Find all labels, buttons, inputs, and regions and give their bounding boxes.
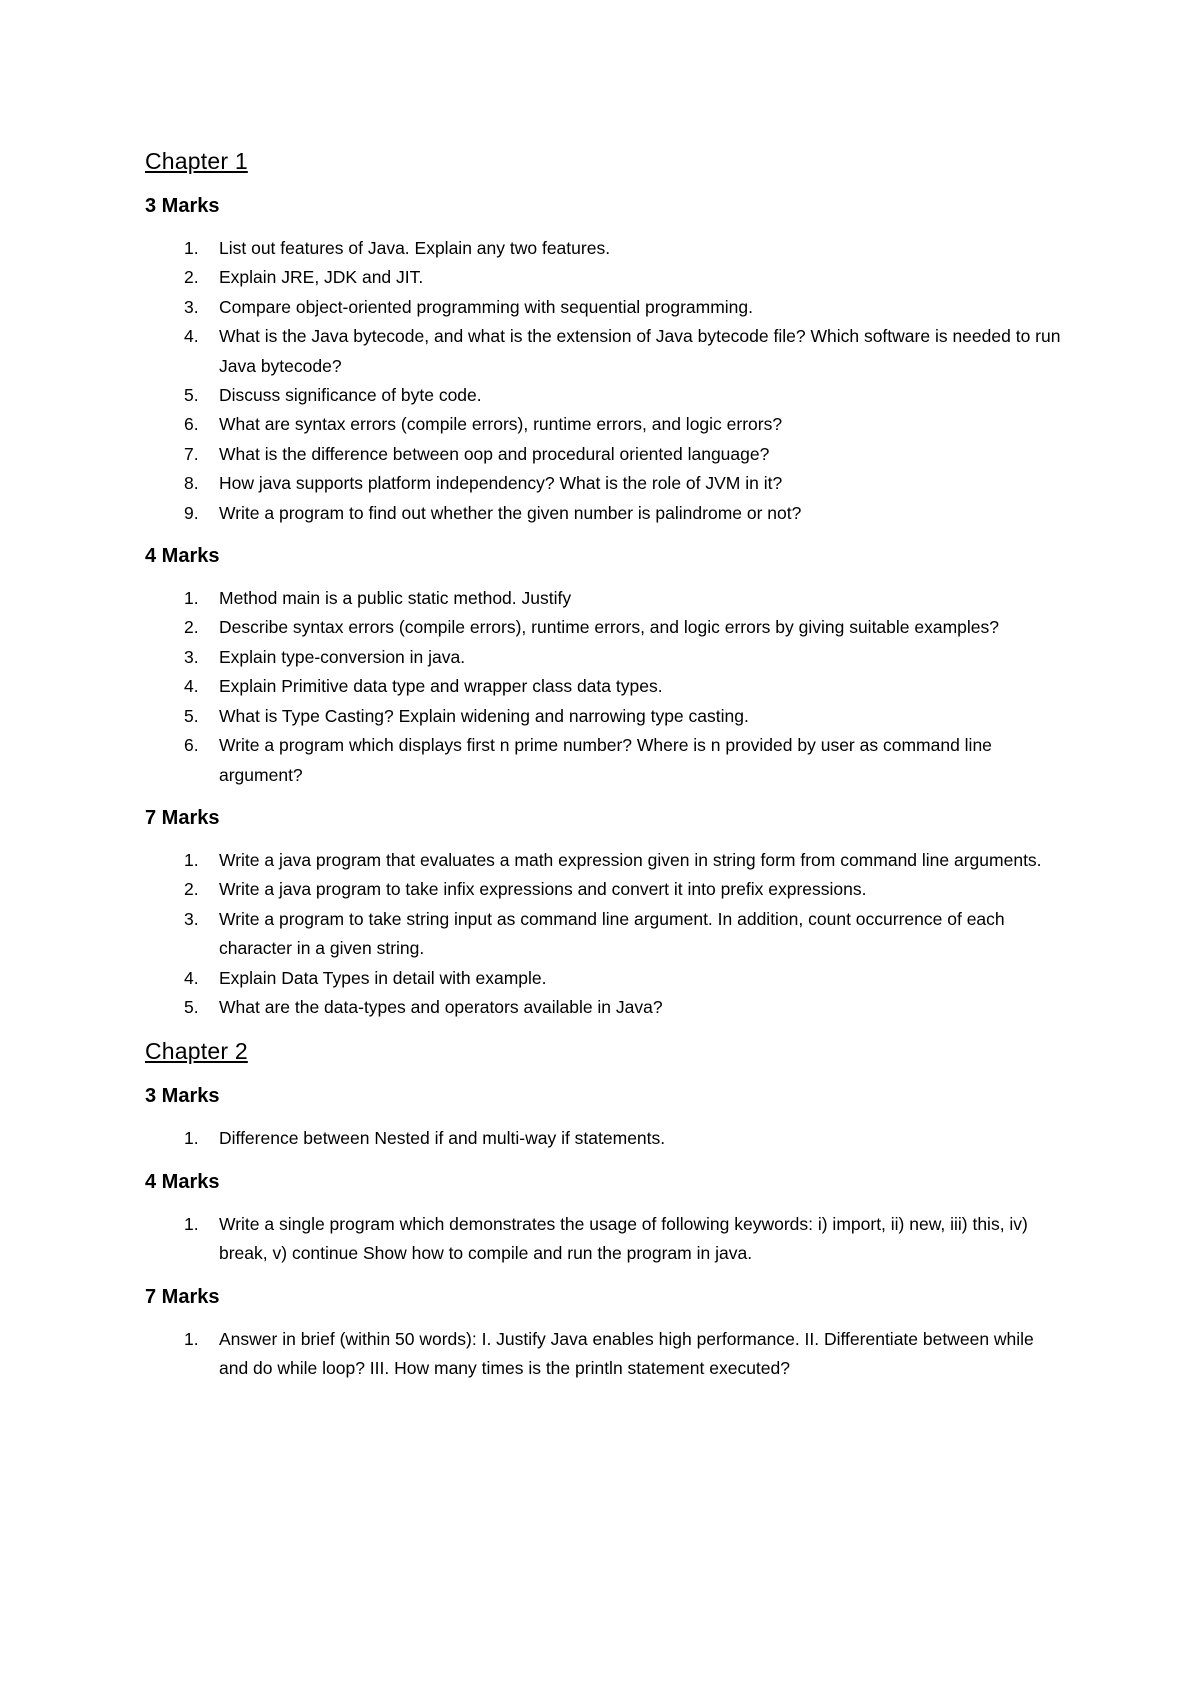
- question-item: [145, 875, 1065, 904]
- question-text: Difference between Nested if and multi-way if statements.: [219, 1128, 666, 1149]
- marks-heading: 4 Marks: [145, 1170, 220, 1193]
- question-text: Write a java program to take infix expressions and convert it into prefix expressions.: [219, 879, 867, 900]
- question-text: What are the data-types and operators available in Java?: [219, 996, 663, 1017]
- chapter-title: Chapter 2: [145, 1038, 248, 1065]
- marks-heading: 4 Marks: [145, 545, 220, 568]
- question-item: [145, 410, 1065, 439]
- marks-heading: 7 Marks: [145, 806, 220, 829]
- question-text: Explain type-conversion in java.: [219, 646, 466, 667]
- question-list: [145, 1325, 1065, 1384]
- question-item: [145, 381, 1065, 410]
- question-number: 1.: [184, 588, 199, 609]
- marks-section: [145, 1082, 1065, 1153]
- question-item: [145, 584, 1065, 613]
- question-list: [145, 1210, 1065, 1269]
- question-number: 3.: [184, 908, 199, 929]
- question-text: What are syntax errors (compile errors), runtime errors, and logic errors?: [219, 414, 783, 435]
- question-number: 3.: [184, 296, 199, 317]
- question-item: [145, 672, 1065, 701]
- question-text: Write a java program that evaluates a math expression given in string form from command line arguments.: [219, 849, 1042, 870]
- question-item: [145, 846, 1065, 875]
- chapter-1: [145, 146, 1065, 1022]
- question-text: Explain Primitive data type and wrapper class data types.: [219, 676, 663, 697]
- question-text: What is the difference between oop and procedural oriented language?: [219, 443, 770, 464]
- marks-heading: 7 Marks: [145, 1285, 220, 1308]
- question-number: 5.: [184, 705, 199, 726]
- question-number: 6.: [184, 414, 199, 435]
- question-item: [145, 322, 1065, 381]
- question-number: 1.: [184, 1128, 199, 1149]
- marks-section: [145, 1283, 1065, 1384]
- question-number: 8.: [184, 473, 199, 494]
- question-number: 3.: [184, 646, 199, 667]
- question-item: [145, 702, 1065, 731]
- question-text: Method main is a public static method. Justify: [219, 588, 572, 609]
- question-text: Write a program which displays first n prime number? Where is n provided by user as command line argument?: [219, 735, 992, 785]
- question-text: Discuss significance of byte code.: [219, 385, 482, 406]
- question-text: Write a single program which demonstrates the usage of following keywords: i) import, ii) new, iii) this, iv) break, v) continue Show how to compile and run the program in java.: [219, 1213, 1028, 1264]
- question-item: [145, 613, 1065, 642]
- question-list: [145, 1124, 1065, 1153]
- question-number: 5.: [184, 996, 199, 1017]
- question-list: [145, 584, 1065, 790]
- chapter-title: Chapter 1: [145, 148, 248, 174]
- question-item: [145, 440, 1065, 469]
- question-text: What is Type Casting? Explain widening and narrowing type casting.: [219, 705, 749, 726]
- question-list: [145, 846, 1065, 1022]
- question-text: Compare object-oriented programming with sequential programming.: [219, 296, 754, 317]
- question-item: [145, 643, 1065, 672]
- question-number: 9.: [184, 502, 199, 523]
- question-item: [145, 469, 1065, 498]
- question-text: Explain JRE, JDK and JIT.: [219, 267, 424, 288]
- question-number: 1.: [184, 1213, 199, 1234]
- question-text: Answer in brief (within 50 words): I. Justify Java enables high performance. II. Differentiate between while and do while loop? III. How many times is the println statement executed?: [219, 1328, 1034, 1378]
- question-number: 1.: [184, 849, 199, 870]
- question-item: [145, 905, 1065, 964]
- marks-section: [145, 192, 1065, 528]
- question-text: Explain Data Types in detail with example.: [219, 967, 547, 988]
- marks-section: [145, 804, 1065, 1022]
- question-item: [145, 731, 1065, 790]
- question-number: 7.: [184, 443, 199, 464]
- question-text: Describe syntax errors (compile errors), runtime errors, and logic errors by giving suitable examples?: [219, 617, 1000, 638]
- question-number: 4.: [184, 326, 199, 347]
- question-item: [145, 1325, 1065, 1384]
- chapter-2: [145, 1036, 1065, 1383]
- question-number: 1.: [184, 1328, 199, 1349]
- marks-section: [145, 542, 1065, 790]
- question-number: 2.: [184, 267, 199, 288]
- document-body: [145, 146, 1065, 1383]
- question-item: [145, 964, 1065, 993]
- marks-heading: 3 Marks: [145, 1085, 220, 1108]
- marks-section: [145, 1168, 1065, 1269]
- question-text: Write a program to find out whether the given number is palindrome or not?: [219, 502, 802, 523]
- question-number: 2.: [184, 617, 199, 638]
- question-item: [145, 993, 1065, 1022]
- question-text: Write a program to take string input as command line argument. In addition, count occurrence of each character in a given string.: [219, 908, 1005, 959]
- question-item: [145, 499, 1065, 528]
- question-item: [145, 1124, 1065, 1153]
- question-number: 4.: [184, 676, 199, 697]
- question-list: [145, 234, 1065, 528]
- question-text: How java supports platform independency? What is the role of JVM in it?: [219, 473, 783, 494]
- question-number: 6.: [184, 735, 199, 756]
- question-number: 2.: [184, 879, 199, 900]
- question-item: [145, 263, 1065, 292]
- question-number: 4.: [184, 967, 199, 988]
- question-item: [145, 1210, 1065, 1269]
- marks-heading: 3 Marks: [145, 195, 220, 217]
- question-item: [145, 293, 1065, 322]
- question-text: What is the Java bytecode, and what is the extension of Java bytecode file? Which software is needed to run Java bytecode?: [219, 326, 1061, 376]
- question-number: 5.: [184, 385, 199, 406]
- question-item: [145, 234, 1065, 263]
- question-text: List out features of Java. Explain any two features.: [219, 238, 611, 258]
- question-number: 1.: [184, 238, 199, 258]
